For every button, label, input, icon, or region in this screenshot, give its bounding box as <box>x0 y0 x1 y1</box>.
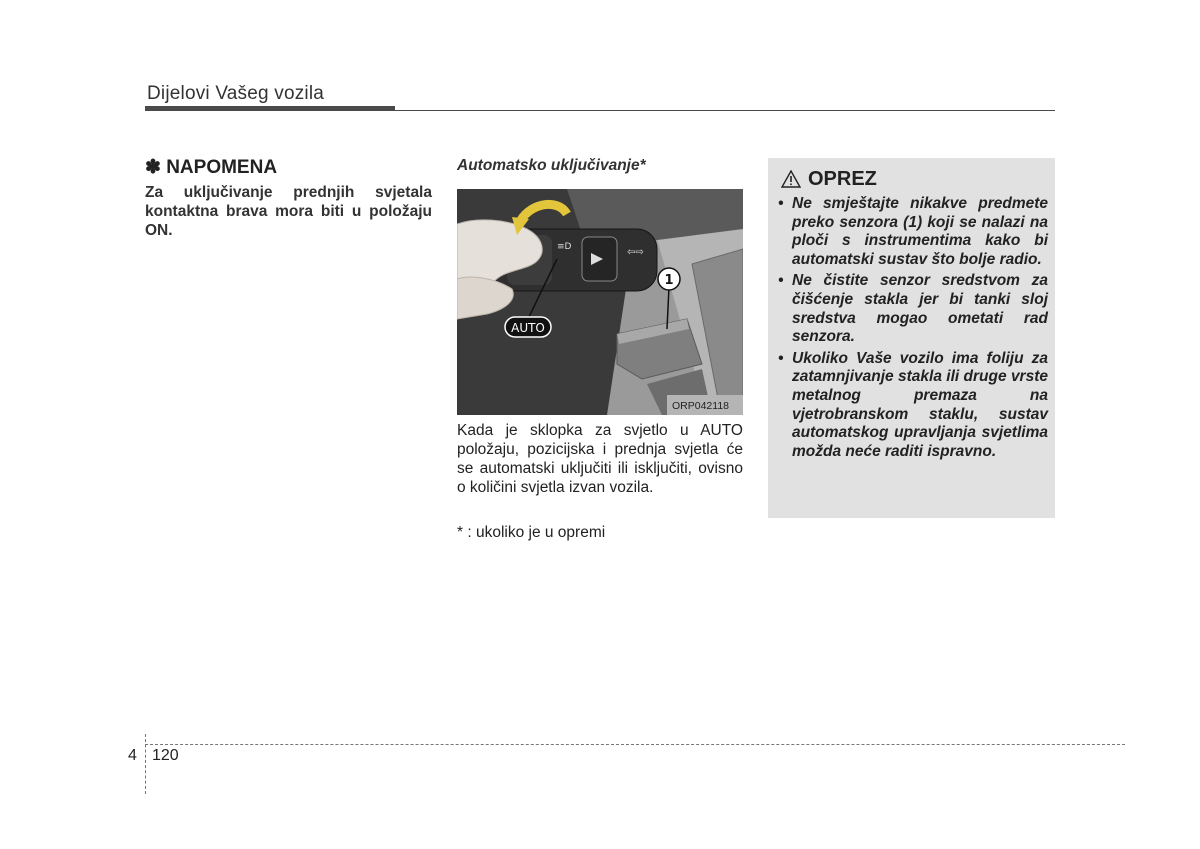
auto-badge-label: AUTO <box>511 321 545 335</box>
callout-number: 1 <box>664 273 674 288</box>
figure-code: ORP042118 <box>672 400 730 412</box>
note-text: Za uključivanje prednjih svjetala kontaktna brava mora biti u položaju ON. <box>145 184 432 239</box>
light-switch-figure <box>457 189 743 415</box>
footer-divider <box>145 734 146 794</box>
caution-item: • Ne smještajte nikakve predmete preko senzora (1) koji se nalazi na ploči s instrumentima kako bi automatski sustav što bolje radio. <box>778 195 1048 269</box>
page-header-title: Dijelovi Vašeg vozila <box>147 83 325 104</box>
section-title: Automatsko uključivanje* <box>457 157 646 174</box>
caution-item: • Ukoliko Vaše vozilo ima foliju za zatamnjivanje stakla ili druge vrste metalnog premaza na vjetrobranskom staklu, sustav automatskog upravljanja svjetlima možda neće raditi ispravno. <box>778 350 1048 462</box>
caution-list <box>778 195 1048 464</box>
note-symbol: ✽ <box>145 157 161 178</box>
figure-illustration <box>457 189 743 415</box>
footnote: * : ukoliko je u opremi <box>457 524 606 541</box>
caution-heading: OPREZ <box>808 168 877 190</box>
caution-item: • Ne čistite senzor sredstvom za čišćenje stakla jer bi tanki sloj sredstva mogao ometati rad senzora. <box>778 272 1048 346</box>
note-heading-label: NAPOMENA <box>166 157 278 178</box>
footer-rule <box>145 744 1125 745</box>
note-heading <box>145 156 277 179</box>
page-number: 120 <box>152 747 179 764</box>
chapter-number: 4 <box>128 747 137 764</box>
header-rule-thin <box>395 110 1055 111</box>
header-rule-thick <box>145 106 395 111</box>
svg-text:≡D: ≡D <box>557 242 572 252</box>
warning-triangle-icon <box>781 170 801 193</box>
body-text: Kada je sklopka za svjetlo u AUTO položaju, pozicijska i prednja svjetla će se automatski uključiti ili isključiti, ovisno o količini svjetla izvan vozila. <box>457 422 743 496</box>
svg-text:⇦⇨: ⇦⇨ <box>627 247 644 258</box>
